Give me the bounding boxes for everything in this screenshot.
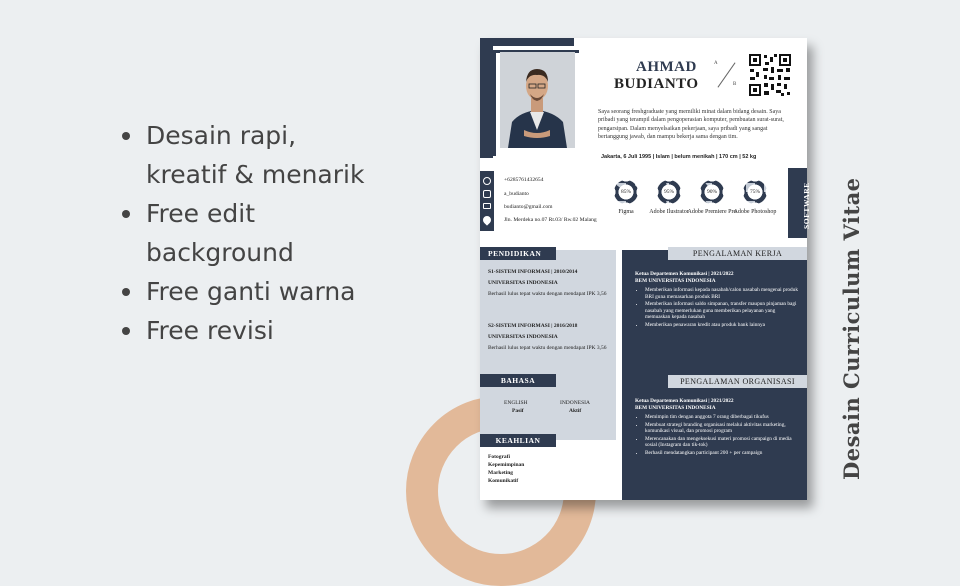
cv-preview xyxy=(480,38,811,500)
software-name: Adobe Premiere Pro xyxy=(687,209,737,215)
mark-a: A xyxy=(714,61,718,66)
feature-list xyxy=(120,116,380,350)
corner-accent xyxy=(480,38,493,158)
skill-item: Kepemimpinan xyxy=(488,462,525,468)
summary-text: Saya seorang freshgraduate yang memiliki minat dalam bidang desain. Saya pribadi yang terampil dalam pengoperasian komputer, pembuatan surat-surat, pengarsipan. Dalam menyelsaikan pekerjaan, saya pribadi yang sangat bertanggung jawab, dan mampu bekerja sama dengan tim. xyxy=(598,109,784,141)
software-gauge xyxy=(614,180,638,204)
work-org: BEM UNIVERSITAS INDONESIA xyxy=(635,277,716,284)
education-school: UNIVERSITAS INDONESIA xyxy=(488,280,558,286)
education-note: Berhasil lulus tepat waktu dengan mendapat IPK 3,56 xyxy=(488,291,607,297)
org-role: Ketua Departemen Komunikasi | 2021/2022 xyxy=(635,398,734,404)
keahlian-heading: KEAHLIAN xyxy=(480,434,556,447)
phone-icon xyxy=(483,177,491,185)
gauge-value: 90% xyxy=(706,189,718,195)
software-name: Adobe Ilustrator xyxy=(649,209,689,215)
gauge-value: 75% xyxy=(749,189,761,195)
education-degree: S2-SISTEM INFORMASI | 2016/2018 xyxy=(488,323,578,329)
feature-item: Desain rapi, kreatif & menarik xyxy=(120,116,380,194)
org-name: BEM UNIVERSITAS INDONESIA xyxy=(635,404,716,411)
org-item: • Berhasil mendatangkan participant 200 + per campaign xyxy=(645,450,800,457)
gauge-value: 85% xyxy=(620,189,632,195)
software-gauge xyxy=(657,180,681,204)
language-level: Pasif xyxy=(512,408,524,414)
feature-item: Free edit background xyxy=(120,194,380,272)
software-gauge xyxy=(700,180,724,204)
education-note: Berhasil lulus tepat waktu dengan mendapat IPK 3,56 xyxy=(488,345,607,351)
gauge-value: 95% xyxy=(663,189,675,195)
profile-photo xyxy=(500,52,575,148)
work-item: • Memberikan informasi kepada nasabah/calon nasabah mengenai produk BRI guna memasarkan produk BRI xyxy=(645,287,800,300)
skill-item: Marketing xyxy=(488,470,514,476)
qr-code-icon xyxy=(748,53,792,97)
ab-mark xyxy=(712,60,742,90)
contact-email: budianto@gmail.com xyxy=(504,204,553,210)
org-item: • Memimpin tim dengan anggota 7 orang diberbagai tikufus xyxy=(645,414,800,421)
skill-item: Komunikatif xyxy=(488,478,519,484)
org-experience xyxy=(635,398,800,457)
feature-item: Free revisi xyxy=(120,311,380,350)
bahasa-heading: BAHASA xyxy=(480,374,556,387)
mark-b: B xyxy=(733,82,737,87)
education-degree: S1-SISTEM INFORMASI | 2010/2014 xyxy=(488,269,578,275)
pengalaman-organisasi-heading: PENGALAMAN ORGANISASI xyxy=(668,375,807,388)
name-last: BUDIANTO xyxy=(614,76,699,92)
side-title: Desain Curriculum Vitae xyxy=(839,177,864,480)
instagram-icon xyxy=(483,190,491,198)
pengalaman-kerja-heading: PENGALAMAN KERJA xyxy=(668,247,807,260)
contact-phone: +6285761432654 xyxy=(504,177,544,183)
org-item: • Membuat strategi branding organisasi melalui aktivitas marketing, komunikasi visual, dan promosi program xyxy=(645,422,800,435)
software-name: Adobe Photoshop xyxy=(733,209,777,215)
language-name: INDONESIA xyxy=(560,400,590,406)
work-item: • Memberikan informasi saldo simpanan, transfer maupun pinjaman bagi nasabah yang memerlukan guna memberikan pelayanan yang memuaskan kepada nasabah xyxy=(645,301,800,321)
education-school: UNIVERSITAS INDONESIA xyxy=(488,334,558,340)
location-icon xyxy=(481,214,492,225)
software-name: Figma xyxy=(618,209,634,215)
skill-item: Fotografi xyxy=(488,454,510,460)
language-name: ENGLISH xyxy=(504,400,528,406)
software-label: SOFTWARE xyxy=(802,182,811,229)
org-item: • Merencanakan dan mengeksekusi materi promosi campaign di media sosial (Instagram dan tik-tok) xyxy=(645,436,800,449)
work-experience xyxy=(635,271,800,329)
name-first: AHMAD xyxy=(636,59,697,75)
contact-icon-bar xyxy=(480,171,494,231)
mail-icon xyxy=(483,203,491,209)
work-role: Ketua Departemen Komunikasi | 2021/2022 xyxy=(635,271,734,277)
language-level: Aktif xyxy=(569,408,582,414)
pendidikan-heading: PENDIDIKAN xyxy=(480,247,556,260)
corner-accent-top xyxy=(480,38,574,46)
contact-address: Jln. Merdeka no.07 Rt.03/ Rw.02 Malang xyxy=(504,217,597,223)
personal-info: Jakarta, 6 Juli 1995 | Islam | belum menikah | 170 cm | 52 kg xyxy=(601,154,757,160)
work-item: • Memberikan penawaran kredit atau produk bank lainnya xyxy=(645,322,800,329)
feature-item: Free ganti warna xyxy=(120,272,380,311)
software-gauge xyxy=(743,180,767,204)
contact-instagram: a_budianto xyxy=(504,191,529,197)
